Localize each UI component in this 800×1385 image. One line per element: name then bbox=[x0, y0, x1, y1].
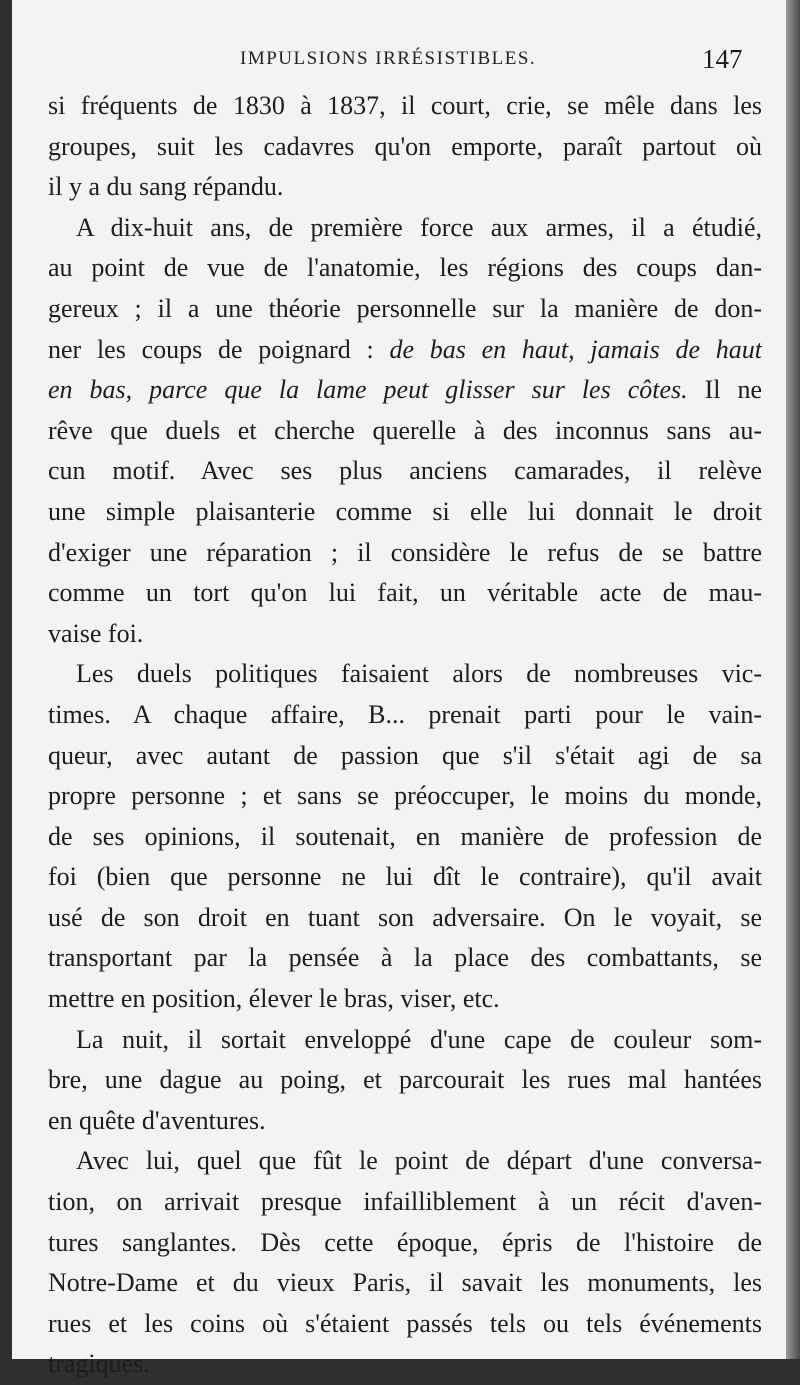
text-line: Les duels politiques faisaient alors de nombreuses vic- bbox=[76, 659, 762, 689]
text-line: tures sanglantes. Dès cette époque, épris de l'histoire de bbox=[48, 1227, 762, 1257]
text-line: groupes, suit les cadavres qu'on emporte, paraît partout où bbox=[48, 131, 762, 161]
text-line: propre personne ; et sans se préoccuper, le moins du monde, bbox=[48, 781, 762, 811]
text-line: A dix-huit ans, de première force aux armes, il a étudié, bbox=[76, 212, 762, 242]
text-line: vaise foi. bbox=[48, 618, 144, 648]
text-line: comme un tort qu'on lui fait, un véritable acte de mau- bbox=[48, 578, 762, 608]
text-line: transportant par la pensée à la place des combattants, se bbox=[48, 943, 762, 973]
text-line bbox=[48, 370, 762, 411]
book-page bbox=[12, 0, 786, 1379]
text-line: bre, une dague au poing, et parcourait les rues mal hantées bbox=[48, 1065, 762, 1095]
text-line: rues et les coins où s'étaient passés tels ou tels événements bbox=[48, 1308, 762, 1338]
text-line: tragiques. bbox=[48, 1349, 150, 1379]
text-line: queur, avec autant de passion que s'il s'était agi de sa bbox=[48, 740, 762, 770]
text-line: gereux ; il a une théorie personnelle sur la manière de don- bbox=[48, 293, 762, 323]
text-line: au point de vue de l'anatomie, les régions des coups dan- bbox=[48, 253, 762, 283]
text-line: si fréquents de 1830 à 1837, il court, crie, se mêle dans les bbox=[48, 91, 762, 120]
text-line: en quête d'aventures. bbox=[48, 1105, 266, 1135]
text-segment: ner les coups de poignard : bbox=[48, 334, 390, 364]
text-line: mettre en position, élever le bras, viser, etc. bbox=[48, 984, 500, 1014]
text-line: il y a du sang répandu. bbox=[48, 172, 284, 202]
italic-text-segment: de bas en haut, jamais de haut bbox=[389, 334, 762, 364]
text-line: foi (bien que personne ne lui dît le contraire), qu'il avait bbox=[48, 862, 762, 892]
text-line: une simple plaisanterie comme si elle lui donnait le droit bbox=[48, 496, 762, 526]
text-line: usé de son droit en tuant son adversaire. On le voyait, se bbox=[48, 902, 762, 932]
running-head bbox=[12, 44, 786, 78]
text-line: times. A chaque affaire, B... prenait parti pour le vain- bbox=[48, 699, 762, 729]
text-line: rêve que duels et cherche querelle à des inconnus sans au- bbox=[48, 415, 762, 445]
italic-text-segment: en bas, parce que la lame peut glisser sur les côtes. bbox=[48, 375, 688, 405]
text-line: Avec lui, quel que fût le point de départ d'une conversa- bbox=[76, 1146, 762, 1176]
text-line bbox=[48, 330, 762, 371]
body-text bbox=[48, 86, 762, 1385]
running-head-title: IMPULSIONS IRRÉSISTIBLES. bbox=[240, 48, 537, 69]
text-line: de ses opinions, il soutenait, en manière de profession de bbox=[48, 821, 762, 851]
page-number: 147 bbox=[702, 44, 743, 74]
page-edge-shadow bbox=[786, 0, 800, 1359]
text-segment: Il ne bbox=[687, 375, 762, 405]
text-line: La nuit, il sortait enveloppé d'une cape de couleur som- bbox=[76, 1024, 762, 1054]
text-line: cun motif. Avec ses plus anciens camarades, il relève bbox=[48, 456, 762, 486]
text-line: Notre-Dame et du vieux Paris, il savait les monuments, les bbox=[48, 1268, 762, 1298]
text-line: tion, on arrivait presque infailliblement à un récit d'aven- bbox=[48, 1187, 762, 1217]
text-line: d'exiger une réparation ; il considère le refus de se battre bbox=[48, 537, 762, 567]
